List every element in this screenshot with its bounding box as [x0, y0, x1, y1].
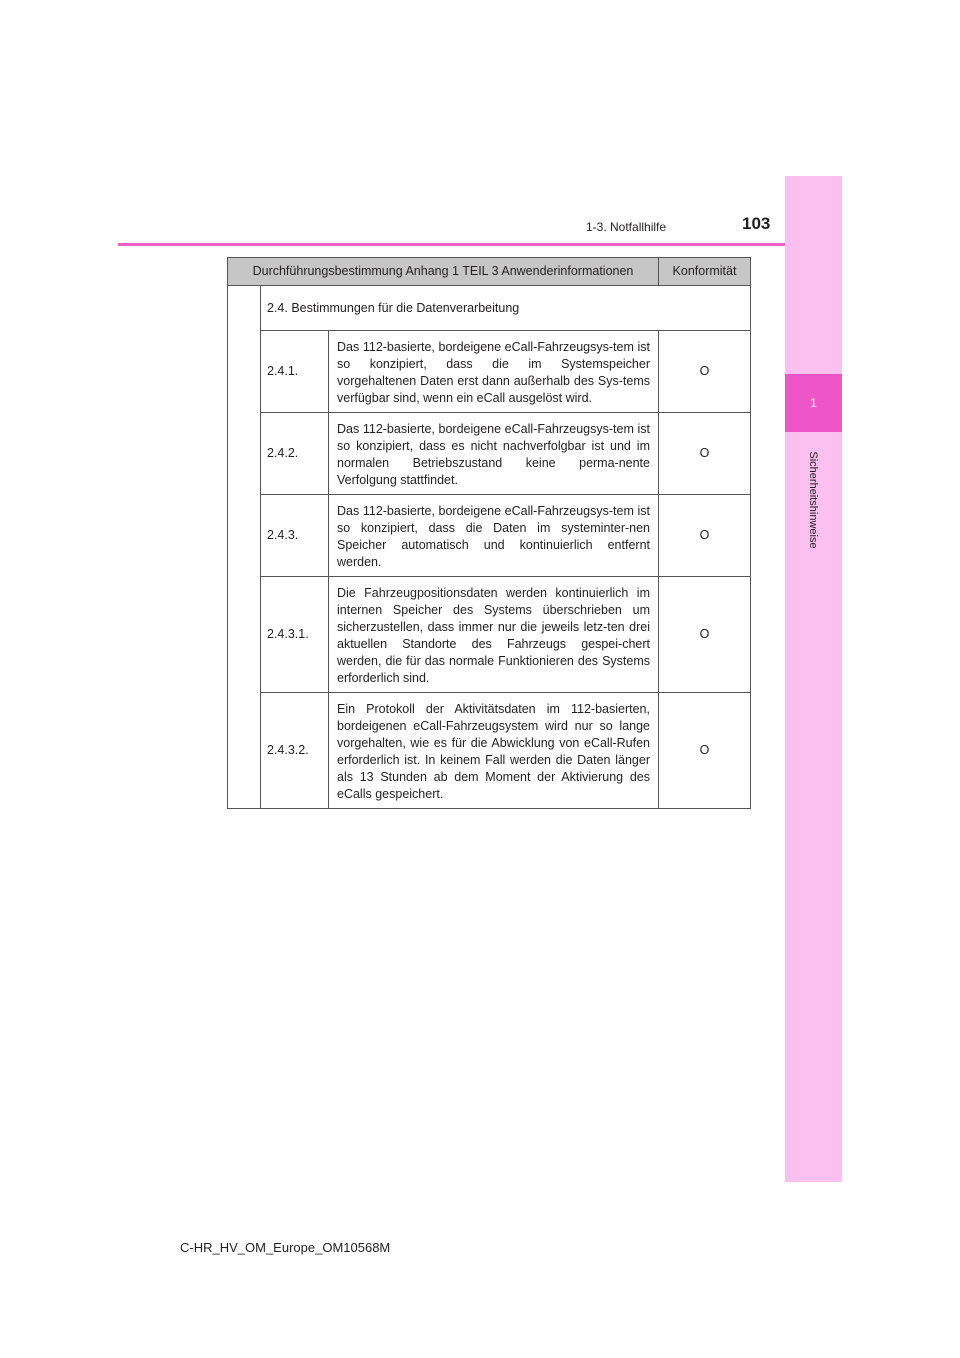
row-conformity: O — [659, 495, 751, 577]
row-number: 2.4.3.2. — [261, 693, 329, 809]
regulation-table — [227, 257, 751, 809]
row-text: Das 112-basierte, bordeigene eCall-Fahrzeugsys-tem ist so konzipiert, dass die Daten im systeminter-nen Speicher automatisch und kontinuierlich entfernt werden. — [329, 495, 659, 577]
table-row — [228, 286, 751, 331]
table-row — [228, 577, 751, 693]
header-conformity: Konformität — [659, 258, 751, 286]
table-row — [228, 495, 751, 577]
row-conformity: O — [659, 331, 751, 413]
page-number: 103 — [742, 214, 771, 233]
row-conformity: O — [659, 413, 751, 495]
chapter-number-tab: 1 — [785, 374, 842, 432]
document-code: C-HR_HV_OM_Europe_OM10568M — [180, 1240, 391, 1255]
table-row — [228, 693, 751, 809]
row-text: Ein Protokoll der Aktivitätsdaten im 112-basierten, bordeigenen eCall-Fahrzeugsystem wird nur so lange vorgehalten, wie es für die Abwicklung von eCall-Rufen erforderlich ist. In keinem Fall werden die Daten länger als 13 Stunden ab dem Moment der Aktivierung des eCalls gespeichert. — [329, 693, 659, 809]
subheading-cell: 2.4. Bestimmungen für die Datenverarbeitung — [261, 286, 751, 331]
row-number: 2.4.2. — [261, 413, 329, 495]
row-conformity: O — [659, 577, 751, 693]
table-header-row — [228, 258, 751, 286]
row-number: 2.4.1. — [261, 331, 329, 413]
indent-cell — [228, 286, 261, 809]
row-text: Die Fahrzeugpositionsdaten werden kontinuierlich im internen Speicher des Systems überschrieben um sicherzustellen, dass immer nur die jeweils letz-ten drei aktuellen Standorte des Fahrzeugs gespei-chert werden, die für das normale Funktionieren des Systems erforderlich sind. — [329, 577, 659, 693]
row-conformity: O — [659, 693, 751, 809]
chapter-side-tab — [785, 176, 842, 1182]
chapter-label: Sicherheitshinweise — [807, 451, 819, 549]
row-text: Das 112-basierte, bordeigene eCall-Fahrzeugsys-tem ist so konzipiert, dass es nicht nachverfolgbar ist und im normalen Betriebszustand keine perma-nente Verfolgung stattfindet. — [329, 413, 659, 495]
section-title: 1-3. Notfallhilfe — [586, 220, 667, 234]
table-row — [228, 331, 751, 413]
table-row — [228, 413, 751, 495]
row-number: 2.4.3. — [261, 495, 329, 577]
header-regulation: Durchführungsbestimmung Anhang 1 TEIL 3 Anwenderinformationen — [228, 258, 659, 286]
row-text: Das 112-basierte, bordeigene eCall-Fahrzeugsys-tem ist so konzipiert, dass die im Systemspeicher vorgehaltenen Daten erst dann außerhalb des Sys-tems verfügbar sind, wenn ein eCall ausgelöst wird. — [329, 331, 659, 413]
header-divider — [118, 243, 785, 246]
row-number: 2.4.3.1. — [261, 577, 329, 693]
